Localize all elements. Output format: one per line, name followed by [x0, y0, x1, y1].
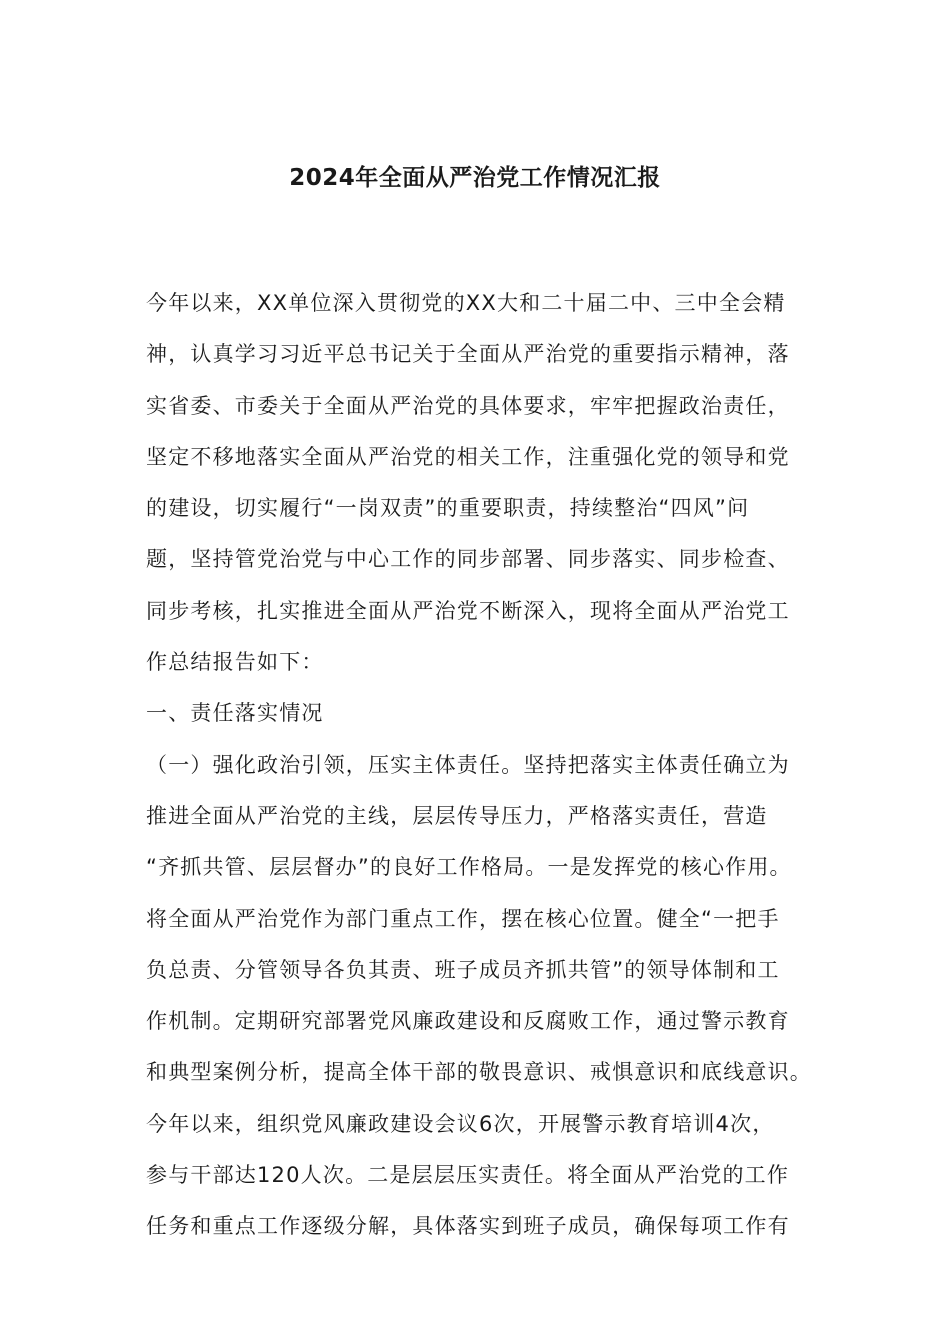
body-line: 题，坚持管党治党与中心工作的同步部署、同步落实、同步检查、 [146, 547, 790, 572]
document-title: 2024年全面从严治党工作情况汇报 [289, 165, 661, 191]
body-line: 坚定不移地落实全面从严治党的相关工作，注重强化党的领导和党 [146, 444, 790, 469]
body-line: 今年以来，组织党风廉政建设会议6次，开展警示教育培训4次， [146, 1111, 775, 1136]
body-line: 和典型案例分析，提高全体干部的敬畏意识、戒惧意识和底线意识。 [146, 1060, 812, 1085]
body-line: 实省委、市委关于全面从严治党的具体要求，牢牢把握政治责任， [146, 393, 790, 418]
body-line: 同步考核，扎实推进全面从严治党不断深入，现将全面从严治党工 [146, 598, 790, 623]
body-line: 负总责、分管领导各负其责、班子成员齐抓共管”的领导体制和工 [146, 957, 780, 982]
document-body [146, 278, 846, 1253]
body-line: 作总结报告如下： [146, 650, 324, 675]
body-line: 今年以来，XX单位深入贯彻党的XX大和二十届二中、三中全会精 [146, 291, 786, 315]
body-line: 的建设，切实履行“一岗双责”的重要职责，持续整治“四风”问 [146, 496, 750, 521]
section-heading: 一、责任落实情况 [146, 701, 324, 726]
body-line: 参与干部达120人次。二是层层压实责任。将全面从严治党的工作 [146, 1163, 790, 1188]
body-line: 任务和重点工作逐级分解，具体落实到班子成员，确保每项工作有 [146, 1214, 790, 1239]
body-line: 作机制。定期研究部署党风廉政建设和反腐败工作，通过警示教育 [146, 1009, 790, 1034]
body-line: （一）强化政治引领，压实主体责任。坚持把落实主体责任确立为 [146, 752, 790, 777]
body-line: 神，认真学习习近平总书记关于全面从严治党的重要指示精神，落 [146, 342, 790, 367]
body-line: 将全面从严治党作为部门重点工作，摆在核心位置。健全“一把手 [146, 906, 780, 931]
body-line: “齐抓共管、层层督办”的良好工作格局。一是发挥党的核心作用。 [146, 855, 792, 880]
body-line: 推进全面从严治党的主线，层层传导压力，严格落实责任，营造 [146, 803, 768, 828]
